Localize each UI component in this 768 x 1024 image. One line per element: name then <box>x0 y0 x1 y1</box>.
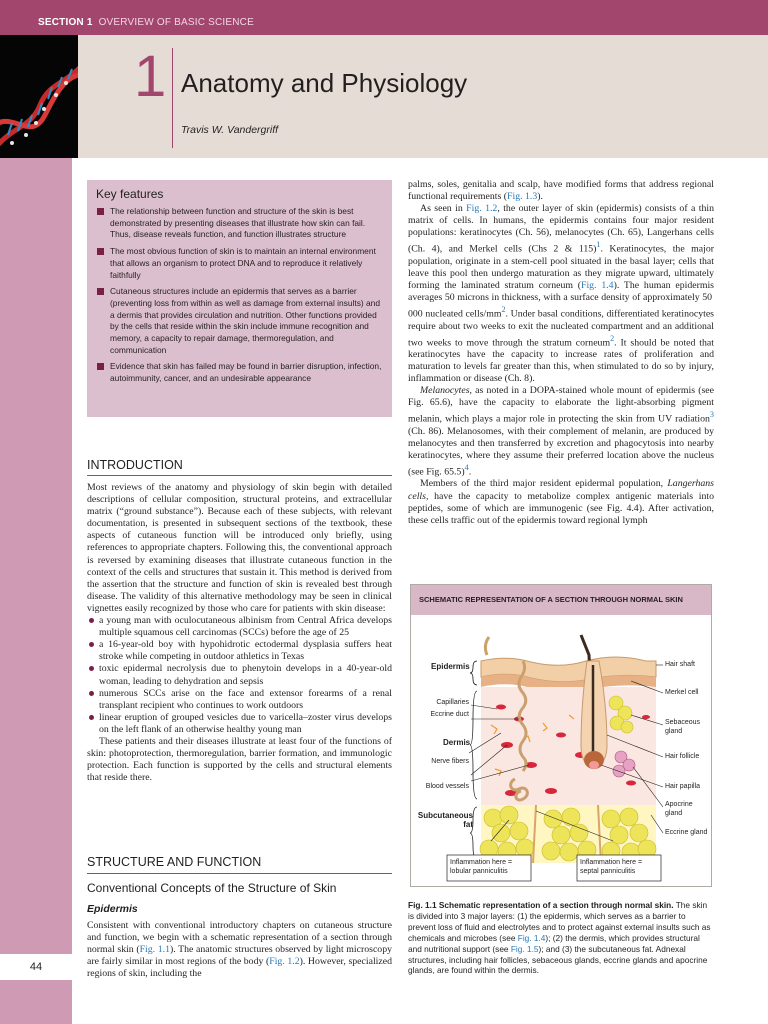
chapter-title: Anatomy and Physiology <box>181 68 468 98</box>
vignette-text: linear eruption of grouped vesicles due to varicella–zoster virus develops on the left flank of an otherwise healthy young man <box>99 711 392 735</box>
figure-1-1 <box>410 584 712 887</box>
body-text-italic: Langerhans cells <box>408 478 714 502</box>
label-hair-shaft: Hair shaft <box>665 661 695 668</box>
page-number: 44 <box>0 954 72 980</box>
section-number: SECTION 1 <box>38 17 93 28</box>
figure-link[interactable]: Fig. 1.2 <box>466 203 498 215</box>
body-text: . <box>468 466 472 478</box>
body-text-italic: Melanocytes <box>420 385 470 397</box>
key-features-box <box>87 180 392 417</box>
vignette-item <box>87 615 392 639</box>
label-hair-follicle: Hair follicle <box>665 753 700 760</box>
key-feature-text: Evidence that skin has failed may be found in barrier disruption, infection, autoimmunity, cancer, and an undesirable appearance <box>110 361 382 384</box>
bullet-square-icon <box>97 363 104 370</box>
reference-link[interactable]: 3 <box>709 410 714 420</box>
label-subcutaneous-fat: Subcutaneous fat <box>417 811 473 829</box>
section-label <box>38 17 254 28</box>
label-epidermis: Epidermis <box>431 662 470 671</box>
dna-helix-image <box>0 35 78 158</box>
label-eccrine-gland: Eccrine gland <box>665 829 708 836</box>
body-text: , have the capacity to metabolize complex antigenic materials into peptides, some of which are immunogenic (see Fig. 4.4). After activation, these cells traffic out of the epidermis toward regional lymph <box>408 490 714 526</box>
body-text: ). The human epidermis averages 50 microns in thickness, with a surface density of approximately 50 000 nucleated cells/mm <box>408 280 714 320</box>
structure-subheading: Conventional Concepts of the Structure of Skin <box>87 881 337 895</box>
structure-rule <box>87 873 392 874</box>
body-text: . Keratinocytes, the major population, originate in a stem-cell pool situated in the basal layer; cells that leave this pool then undergo maturation as they migrate upward, ultimately forming the laminated stratum corneum ( <box>408 243 714 292</box>
caption-text: ); (2) the dermis, which provides structural and nutritional support (see <box>408 932 700 954</box>
body-text: ). <box>537 191 543 203</box>
body-text: . It should be noted that keratinocytes have the capacity to increase rates of proliferation and maturation to levels far greater than this, when stimulated to do so by injury, inflammation or disease (Ch. 8). <box>408 336 714 385</box>
key-feature-item <box>96 246 383 281</box>
section-title: OVERVIEW OF BASIC SCIENCE <box>98 17 254 28</box>
figure-link[interactable]: Fig. 1.2 <box>269 956 300 968</box>
bullet-dot-icon <box>89 715 94 720</box>
bullet-square-icon <box>97 288 104 295</box>
vignette-text: toxic epidermal necrolysis due to phenytoin develops in a 40-year-old woman, leading to dehydration and sepsis <box>99 663 392 687</box>
bullet-dot-icon <box>89 691 94 696</box>
epidermis-subheading: Epidermis <box>87 903 138 915</box>
structure-text: Consistent with conventional introductory chapters on cutaneous structure and function, we begin with a schematic representation of a section through normal skin ( <box>87 920 392 956</box>
bullet-dot-icon <box>89 642 94 647</box>
key-feature-text: Cutaneous structures include an epidermis that serves as a barrier (preventing loss from within as well as damage from external insults) and a dermis that provides circulation and nutrition. Other functions provided by the cells that reside within the skin include immune recognition and memory, a capacity to repair damage, thermoregulation, and communication <box>110 286 380 355</box>
reference-link[interactable]: 1 <box>596 240 601 250</box>
key-feature-item <box>96 286 383 356</box>
body-text: , as noted in a DOPA-stained whole mount of epidermis (see Fig. 65.6), have the capacity to elaborate the light-absorbing pigment melanin, which plays a major role in protecting the skin from UV radiation <box>408 385 714 425</box>
section-header-bar <box>0 0 768 35</box>
callout-lobular-panniculitis: Inflammation here = lobular panniculitis <box>450 859 513 875</box>
body-text: . Under basal conditions, differentiated keratinocytes require about two weeks to exit the nucleated compartment and an additional two weeks to move through the stratum corneum <box>408 308 714 348</box>
figure-caption <box>408 900 714 976</box>
label-blood-vessels: Blood vessels <box>425 783 469 790</box>
reference-link[interactable]: 4 <box>464 463 469 473</box>
body-text: , the outer layer of skin (epidermis) consists of a thin matrix of cells. In humans, the epidermis contains four major resident populations: keratinocytes (Ch. 56), melanocytes (Ch. 65), Langerhans cells (Ch. 4), and Merkel cells (Chs 2 & 115) <box>408 203 715 255</box>
bullet-dot-icon <box>89 618 94 623</box>
vignette-item <box>87 663 392 687</box>
introduction-body <box>87 482 392 784</box>
vignette-item <box>87 712 392 736</box>
key-feature-item <box>96 361 383 384</box>
label-dermis: Dermis <box>443 738 471 747</box>
vignette-item <box>87 639 392 663</box>
figure-link[interactable]: Fig. 1.5 <box>510 943 539 954</box>
reference-link[interactable]: 2 <box>501 305 506 315</box>
body-text: palms, soles, genitalia and scalp, have modified forms that address regional functional requirements ( <box>408 179 714 203</box>
vignette-text: a 16-year-old boy with hypohidrotic ectodermal dysplasia suffers heat stroke while competing in outdoor athletics in Texas <box>99 639 392 663</box>
structure-text: ). The anatomic structures observed by light microscopy are fairly similar in most regions of the body ( <box>87 944 392 968</box>
introduction-rule <box>87 475 392 476</box>
label-nerve-fibers: Nerve fibers <box>431 758 469 765</box>
structure-body <box>87 920 392 980</box>
bullet-dot-icon <box>89 666 94 671</box>
structure-text: ). However, specialized regions of skin, including the <box>87 956 392 980</box>
figure-title: SCHEMATIC REPRESENTATION OF A SECTION THROUGH NORMAL SKIN <box>411 585 711 615</box>
left-sidebar-band <box>0 158 72 1024</box>
bullet-square-icon <box>97 208 104 215</box>
introduction-paragraph-2: These patients and their diseases illustrate at least four of the functions of skin: photoprotection, thermoregulation, barrier formation, and immunologic protection. Each function is supported by the cells and structural elements that reside there. <box>87 735 392 784</box>
skin-section-diagram <box>411 615 711 887</box>
introduction-paragraph: Most reviews of the anatomy and physiology of skin begin with detailed descriptions of cellular composition, structural proteins, and extracellular matrix (“ground substance”). Because each of these subjects, with relevant documentation, is presented in subsequent sections of the textbook, these aspects of cutaneous function will be introduced only briefly, using references to appropriate chapters. Following this, the conventional approach is reversed by examining diseases that illustrate cutaneous function in the context of the cells and structures that sustain it. This method is derived from the assertion that the structure and function of skin is revealed best through disease. The validity of this alternative methodology may be seen in clinical vignettes easily recognized by those who care for patients with skin disease: <box>87 482 392 614</box>
right-column-body <box>408 179 714 527</box>
caption-text: ); and (3) the subcutaneous fat. Adnexal structures, including hair follicles, sebaceous glands, eccrine glands and apocrine glands, are found within the dermis. <box>408 943 708 976</box>
chapter-number: 1 <box>134 44 167 109</box>
key-feature-item <box>96 206 383 241</box>
vignette-list <box>87 615 392 736</box>
chapter-divider <box>172 48 173 148</box>
figure-link[interactable]: Fig. 1.4 <box>581 280 614 292</box>
key-features-heading: Key features <box>96 187 164 201</box>
chapter-author: Travis W. Vandergriff <box>181 124 279 136</box>
body-text: (Ch. 86). Melanosomes, with their complement of melanin, are produced by melanocytes and then transferred by excretion and phagocytosis into nearby keratinocytes, where they assume their preferred location above the nucleus (see Fig. 65.5) <box>408 425 714 478</box>
label-sebaceous-gland: Sebaceous gland <box>665 719 701 735</box>
caption-text: The skin is divided into 3 major layers: (1) the epidermis, which serves as a barrier to prevent loss of fluid and electrolytes and to protect against external insults such as chemicals and microbes (see <box>408 900 711 943</box>
vignette-text: numerous SCCs arise on the face and extensor forearms of a renal transplant recipient who continues to work outdoors <box>99 687 392 711</box>
key-feature-text: The relationship between function and structure of the skin is best demonstrated by presenting diseases that illustrate how skin can fail. Thus, disease reveals function, and function illustrates structure <box>110 206 366 240</box>
reference-link[interactable]: 2 <box>610 333 615 343</box>
vignette-text: a young man with oculocutaneous albinism from Central Africa develops multiple squamous cell carcinomas (SCCs) before the age of 25 <box>99 615 392 639</box>
body-text: As seen in <box>420 203 467 215</box>
caption-title: Fig. 1.1 Schematic representation of a section through normal skin. <box>408 900 674 910</box>
bullet-square-icon <box>97 248 104 255</box>
label-merkel-cell: Merkel cell <box>665 689 699 696</box>
label-apocrine-gland: Apocrine gland <box>665 801 693 817</box>
structure-heading: STRUCTURE AND FUNCTION <box>87 855 262 869</box>
body-text: Members of the third major resident epidermal population, <box>420 478 668 490</box>
callout-septal-panniculitis: Inflammation here = septal panniculitis <box>580 859 643 875</box>
label-capillaries: Capillaries <box>436 699 469 706</box>
figure-link[interactable]: Fig. 1.4 <box>517 932 546 943</box>
figure-link[interactable]: Fig. 1.3 <box>507 191 538 203</box>
vignette-item <box>87 688 392 712</box>
label-eccrine-duct: Eccrine duct <box>430 711 469 718</box>
figure-link[interactable]: Fig. 1.1 <box>139 944 171 956</box>
label-hair-papilla: Hair papilla <box>665 783 701 790</box>
introduction-heading: INTRODUCTION <box>87 458 183 472</box>
key-feature-text: The most obvious function of skin is to maintain an internal environment that allows an organism to protect DNA and to reproduce it relatively faithfully <box>110 246 376 280</box>
